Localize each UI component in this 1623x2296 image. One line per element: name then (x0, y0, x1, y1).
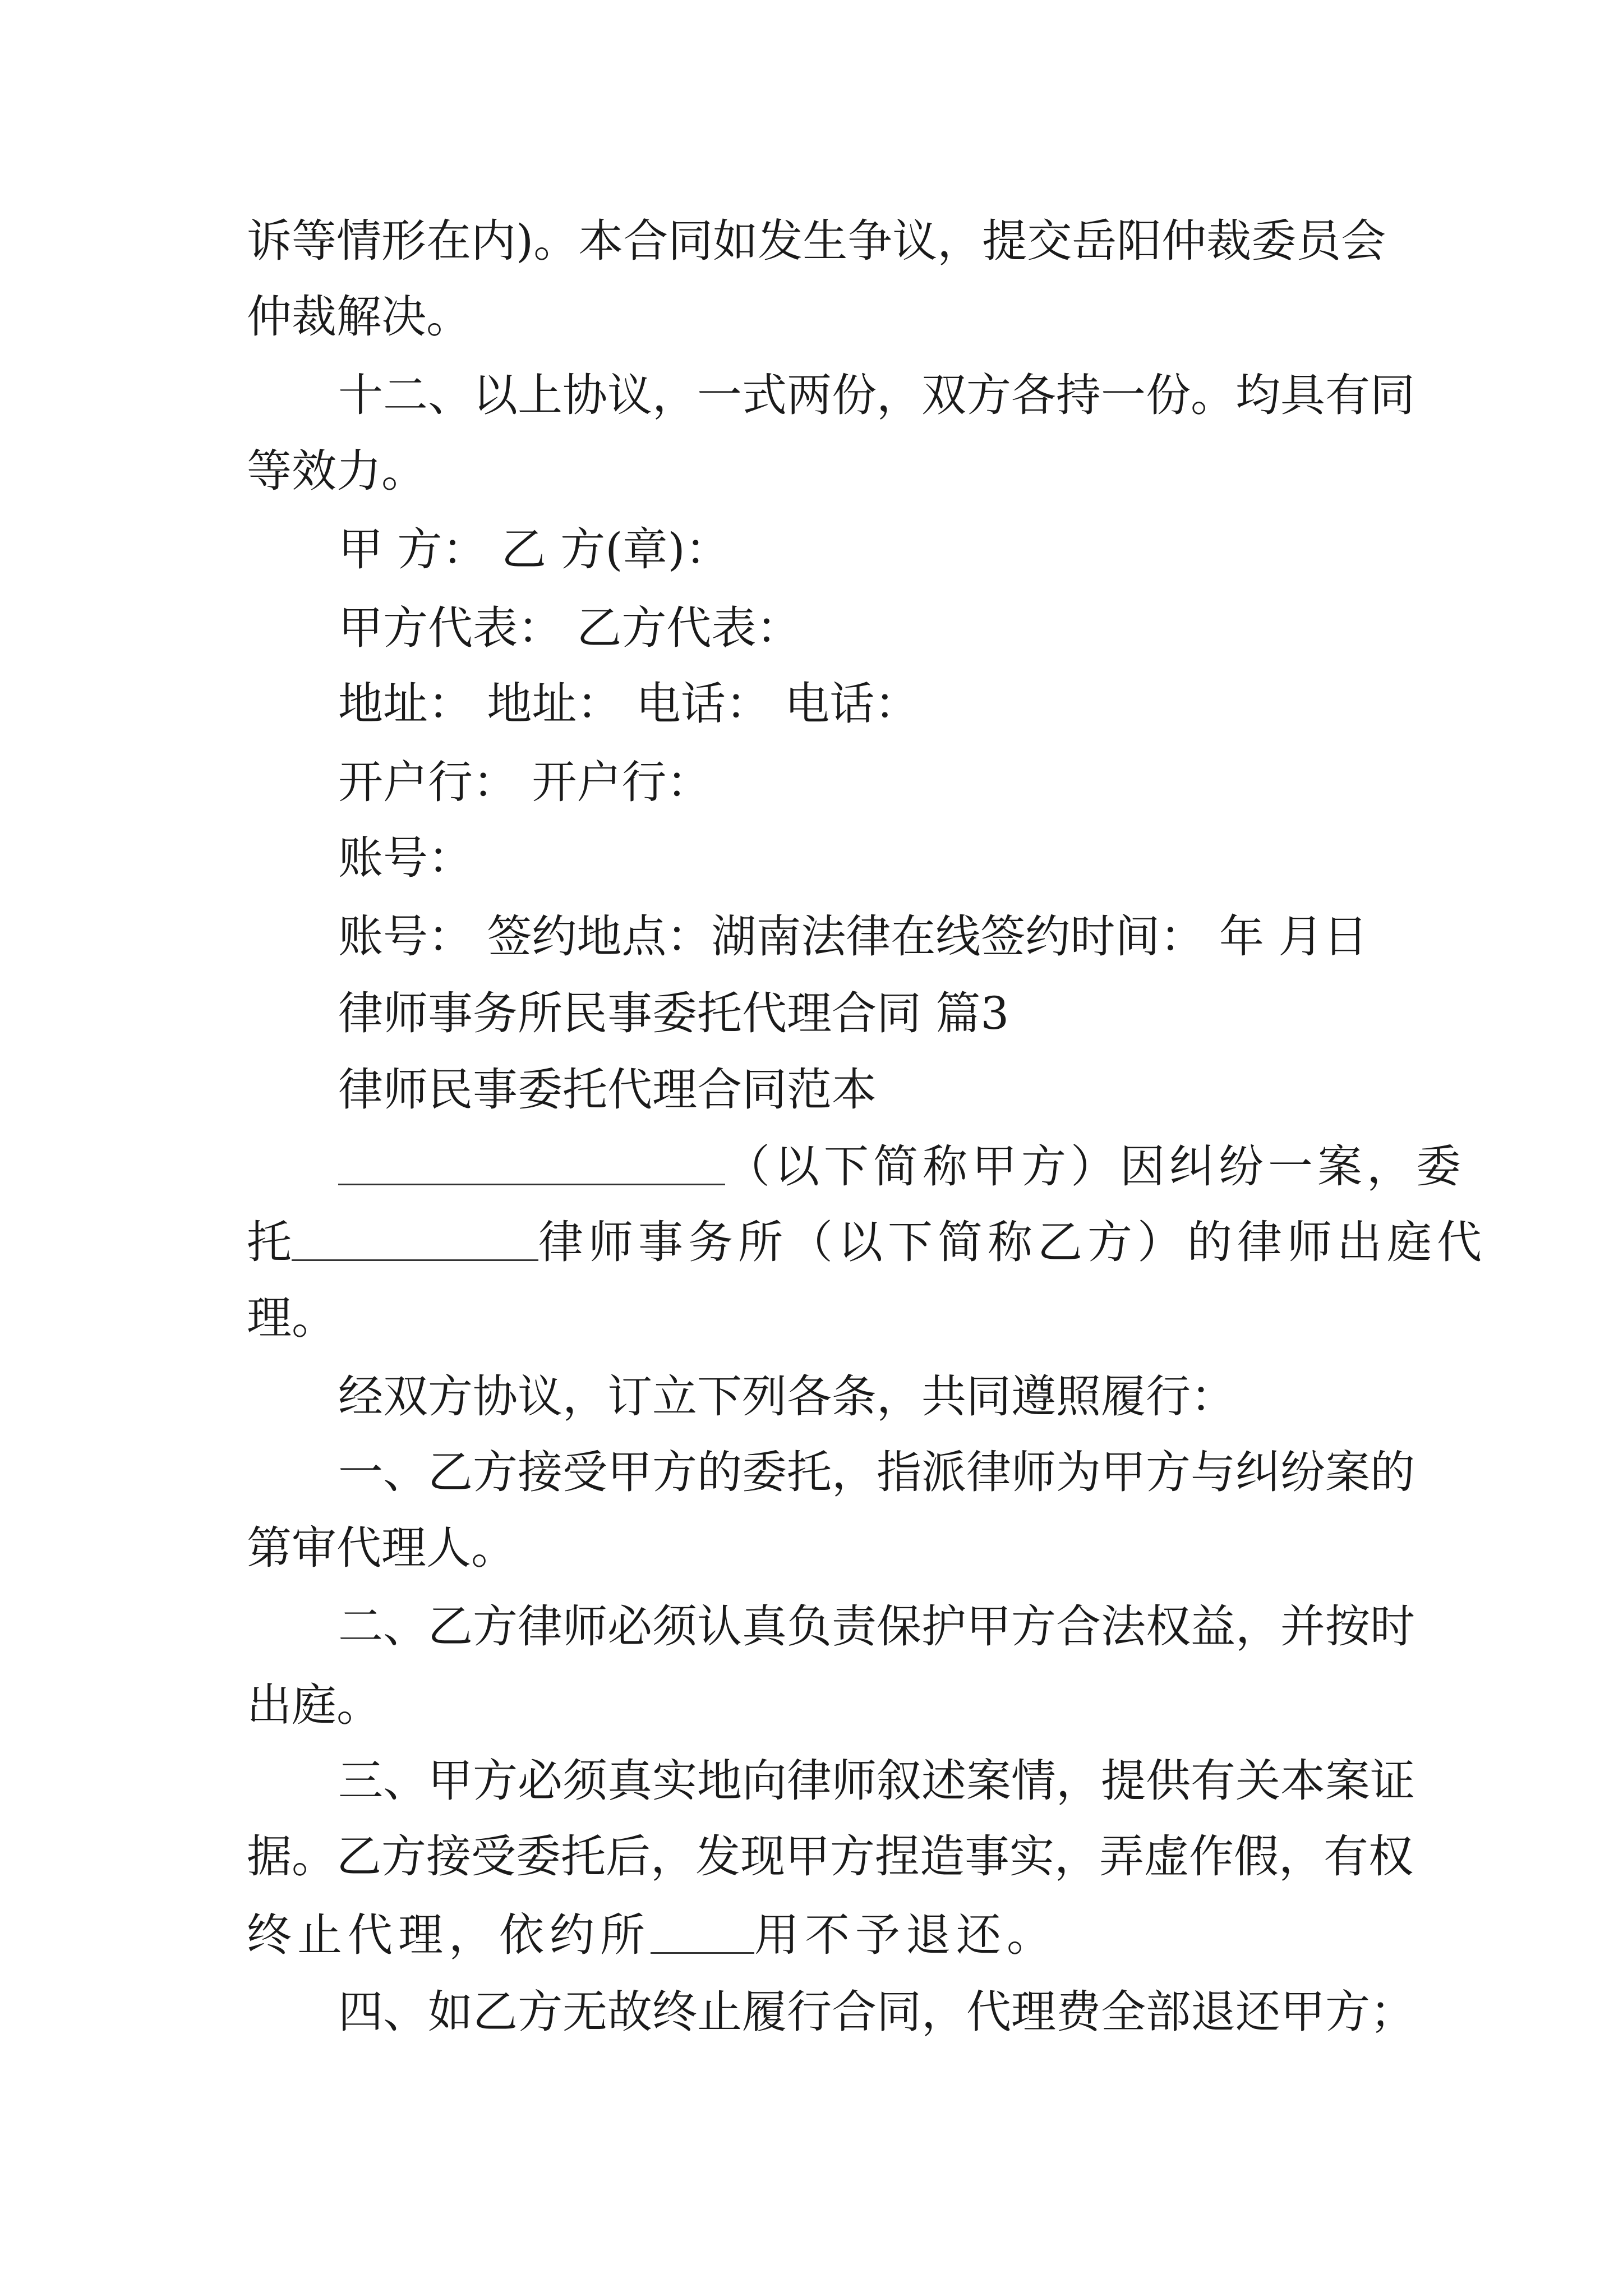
glyph: 作 (1189, 1830, 1234, 1883)
glyph: 乙 (336, 1830, 381, 1883)
glyph: 、 (428, 369, 473, 421)
glyph: 发 (695, 1830, 740, 1883)
text-line: 理。 (247, 1292, 336, 1344)
glyph: 弄 (1099, 1830, 1144, 1883)
glyph: 负 (787, 1600, 832, 1653)
glyph: 纷 (1280, 1446, 1325, 1498)
glyph: 有 (1324, 1830, 1368, 1883)
glyph: 案 (1325, 1446, 1370, 1498)
glyph: 情 (336, 215, 381, 267)
glyph: 指 (877, 1446, 921, 1498)
glyph: 具 (1280, 369, 1325, 421)
glyph: 方 (473, 1446, 518, 1498)
glyph: 方 (652, 1446, 697, 1498)
glyph: 二 (338, 1600, 383, 1653)
glyph: 方 (1146, 1446, 1191, 1498)
glyph: 故 (607, 1986, 652, 2038)
glyph: 责 (832, 1600, 877, 1653)
glyph: 方 (518, 1986, 562, 2038)
glyph: 述 (921, 1755, 966, 1807)
glyph: 法 (1101, 1600, 1146, 1653)
glyph: 乙 (428, 1446, 473, 1498)
glyph: 份 (832, 369, 877, 421)
glyph: 、 (383, 1986, 428, 2038)
glyph: ， (937, 215, 983, 267)
glyph: 裁 (1206, 215, 1252, 267)
glyph: 本 (578, 215, 624, 267)
glyph: 还 (1235, 1986, 1280, 2038)
text-line: 经双方协议，订立下列各条，共同遵照履行： (338, 1370, 1235, 1423)
glyph: 案 (966, 1755, 1011, 1807)
glyph: 的 (697, 1446, 742, 1498)
text-segment: 托 (247, 1216, 292, 1268)
signature-line-account: 账号： (338, 832, 473, 884)
glyph: 供 (1146, 1755, 1191, 1807)
glyph: 造 (920, 1830, 965, 1883)
glyph: 受 (562, 1446, 607, 1498)
glyph: 情 (1011, 1755, 1056, 1807)
glyph: 接 (518, 1446, 562, 1498)
glyph: 方 (381, 1830, 426, 1883)
glyph: ， (1054, 1830, 1099, 1883)
signature-line-bank: 开户行： 开户行： (338, 756, 712, 808)
text-segment: 律师事务所（以下简称乙方）的律师出庭代 (538, 1216, 1487, 1268)
glyph: 仲 (1161, 215, 1207, 267)
glyph: ， (832, 1446, 877, 1498)
glyph: 全 (1101, 1986, 1146, 2038)
glyph: 如 (428, 1986, 473, 2038)
glyph: 权 (1368, 1830, 1413, 1883)
glyph: 、 (383, 1446, 428, 1498)
glyph: 一 (697, 369, 742, 421)
glyph: ； (1370, 1986, 1415, 2038)
glyph: 双 (921, 369, 966, 421)
glyph: 部 (1146, 1986, 1191, 2038)
glyph: 乙 (428, 1600, 473, 1653)
text-segment: （以下简称甲方）因纠纷一案，委 (725, 1140, 1465, 1193)
glyph: 现 (740, 1830, 785, 1883)
glyph: 方 (1011, 1600, 1056, 1653)
glyph: 生 (803, 215, 848, 267)
glyph: 有 (1325, 369, 1370, 421)
glyph: 律 (787, 1755, 832, 1807)
glyph: 在 (426, 215, 471, 267)
glyph: 真 (742, 1600, 787, 1653)
glyph: 认 (697, 1600, 742, 1653)
glyph: 十 (338, 369, 383, 421)
glyph: 、 (383, 1755, 428, 1807)
glyph: 均 (1235, 369, 1280, 421)
glyph: 合 (832, 1986, 877, 2038)
glyph: ， (921, 1986, 966, 2038)
glyph: 方 (473, 1600, 518, 1653)
glyph: 托 (561, 1830, 606, 1883)
glyph: 议 (607, 369, 652, 421)
glyph: 交 (1027, 215, 1072, 267)
glyph: 四 (338, 1986, 383, 2038)
glyph: 律 (966, 1446, 1011, 1498)
glyph: 无 (562, 1986, 607, 2038)
glyph: 两 (787, 369, 832, 421)
glyph: 方 (830, 1830, 875, 1883)
glyph: ， (1056, 1755, 1101, 1807)
glyph: 真 (607, 1755, 652, 1807)
glyph: ， (652, 369, 697, 421)
glyph: 议 (892, 215, 938, 267)
glyph: ， (651, 1830, 695, 1883)
glyph: 按 (1325, 1600, 1370, 1653)
signature-line-address-phone: 地址： 地址： 电话： 电话： (338, 678, 920, 730)
text-line (338, 1750, 1415, 1812)
text-line (338, 1981, 1415, 2043)
glyph: 各 (1011, 369, 1056, 421)
glyph: 合 (623, 215, 668, 267)
glyph: 同 (877, 1986, 921, 2038)
glyph: 协 (562, 369, 607, 421)
glyph: 如 (713, 215, 758, 267)
text-line: 仲裁解决。 (247, 291, 471, 343)
glyph: 方 (1325, 1986, 1370, 2038)
blank-field (651, 1913, 754, 1954)
glyph: 并 (1280, 1600, 1325, 1653)
glyph: 须 (652, 1600, 697, 1653)
glyph: 一 (338, 1446, 383, 1498)
glyph: 虚 (1144, 1830, 1189, 1883)
text-line (247, 1904, 1385, 1966)
glyph: 诉 (247, 215, 292, 267)
glyph: 事 (965, 1830, 1009, 1883)
glyph: 须 (562, 1755, 607, 1807)
glyph: 实 (1009, 1830, 1054, 1883)
glyph: 甲 (1101, 1446, 1146, 1498)
glyph: 向 (742, 1755, 787, 1807)
glyph: 同 (1370, 369, 1415, 421)
glyph: 行 (787, 1986, 832, 2038)
glyph: 同 (668, 215, 713, 267)
glyph: 护 (921, 1600, 966, 1653)
text-line: 第审代理人。 (247, 1522, 516, 1574)
glyph: 委 (742, 1446, 787, 1498)
signature-line-representatives: 甲方代表： 乙方代表： (338, 602, 801, 654)
glyph: 份 (1146, 369, 1191, 421)
glyph: 权 (1146, 1600, 1191, 1653)
glyph: 后 (606, 1830, 651, 1883)
glyph: 与 (1191, 1446, 1235, 1498)
glyph: 一 (1101, 369, 1146, 421)
glyph: 阳 (1117, 215, 1162, 267)
section-heading: 律师事务所民事委托代理合同 篇3 (338, 987, 1009, 1039)
glyph: 托 (787, 1446, 832, 1498)
glyph: 甲 (428, 1755, 473, 1807)
glyph: 必 (607, 1600, 652, 1653)
glyph: 方 (966, 369, 1011, 421)
glyph: 止 (697, 1986, 742, 2038)
glyph: 提 (1101, 1755, 1146, 1807)
signature-line-parties: 甲 方： 乙 方(章)： (338, 523, 730, 576)
text-segment: 用不予退还。 (754, 1909, 1057, 1961)
glyph: 履 (742, 1986, 787, 2038)
glyph: 、 (383, 1600, 428, 1653)
glyph: ， (877, 369, 921, 421)
glyph: 退 (1191, 1986, 1235, 2038)
glyph: 。 (533, 215, 579, 267)
glyph: 形 (381, 215, 426, 267)
text-line (247, 1826, 1413, 1888)
text-line (247, 210, 1385, 272)
glyph: ) (516, 215, 534, 267)
text-segment: 终止代理，依约所 (247, 1909, 651, 1961)
glyph: 实 (652, 1755, 697, 1807)
glyph: 保 (877, 1600, 921, 1653)
glyph: 叙 (877, 1755, 921, 1807)
glyph: 为 (1056, 1446, 1101, 1498)
glyph: 乙 (473, 1986, 518, 2038)
glyph: 内 (471, 215, 516, 267)
glyph: 。 (1191, 369, 1235, 421)
glyph: 甲 (785, 1830, 830, 1883)
text-line (338, 365, 1415, 426)
glyph: 必 (518, 1755, 562, 1807)
glyph: 争 (847, 215, 893, 267)
blank-field (338, 1144, 725, 1185)
glyph: 甲 (607, 1446, 652, 1498)
glyph: 地 (697, 1755, 742, 1807)
glyph: 假 (1234, 1830, 1279, 1883)
glyph: ， (1279, 1830, 1324, 1883)
glyph: 益 (1191, 1600, 1235, 1653)
glyph: 上 (518, 369, 562, 421)
glyph: 本 (1280, 1755, 1325, 1807)
glyph: 捏 (875, 1830, 920, 1883)
blank-field (292, 1220, 538, 1261)
glyph: 据 (247, 1830, 292, 1883)
text-line (247, 1212, 1487, 1273)
glyph: 。 (292, 1830, 336, 1883)
glyph: 终 (652, 1986, 697, 2038)
glyph: 员 (1296, 215, 1341, 267)
text-line: 等效力。 (247, 445, 426, 497)
glyph: 代 (966, 1986, 1011, 2038)
glyph: 接 (426, 1830, 471, 1883)
glyph: 受 (471, 1830, 516, 1883)
glyph: 有 (1191, 1755, 1235, 1807)
text-line (338, 1136, 1465, 1198)
glyph: 三 (338, 1755, 383, 1807)
glyph: 以 (473, 369, 518, 421)
glyph: 师 (562, 1600, 607, 1653)
glyph: 发 (758, 215, 803, 267)
glyph: 会 (1341, 215, 1386, 267)
glyph: 关 (1235, 1755, 1280, 1807)
glyph: 委 (516, 1830, 561, 1883)
glyph: 的 (1370, 1446, 1415, 1498)
contract-title: 律师民事委托代理合同范本 (338, 1064, 877, 1116)
glyph: 持 (1056, 369, 1101, 421)
glyph: ， (1235, 1600, 1280, 1653)
glyph: 方 (473, 1755, 518, 1807)
glyph: 甲 (966, 1600, 1011, 1653)
glyph: 证 (1370, 1755, 1415, 1807)
glyph: 提 (982, 215, 1027, 267)
text-line: 出庭。 (247, 1679, 381, 1731)
signature-line-place-time: 账号： 签约地点：湖南法律在线签约时间： 年 月日 (338, 910, 1368, 963)
glyph: 师 (1011, 1446, 1056, 1498)
glyph: 案 (1325, 1755, 1370, 1807)
glyph: 师 (832, 1755, 877, 1807)
glyph: 二 (383, 369, 428, 421)
glyph: 律 (518, 1600, 562, 1653)
glyph: 式 (742, 369, 787, 421)
glyph: 合 (1056, 1600, 1101, 1653)
glyph: 派 (921, 1446, 966, 1498)
text-line (338, 1596, 1415, 1658)
glyph: 等 (292, 215, 336, 267)
glyph: 纠 (1235, 1446, 1280, 1498)
glyph: 时 (1370, 1600, 1415, 1653)
glyph: 费 (1056, 1986, 1101, 2038)
text-line (338, 1442, 1415, 1503)
glyph: 岳 (1072, 215, 1117, 267)
glyph: 甲 (1280, 1986, 1325, 2038)
glyph: 理 (1011, 1986, 1056, 2038)
glyph: 委 (1251, 215, 1297, 267)
